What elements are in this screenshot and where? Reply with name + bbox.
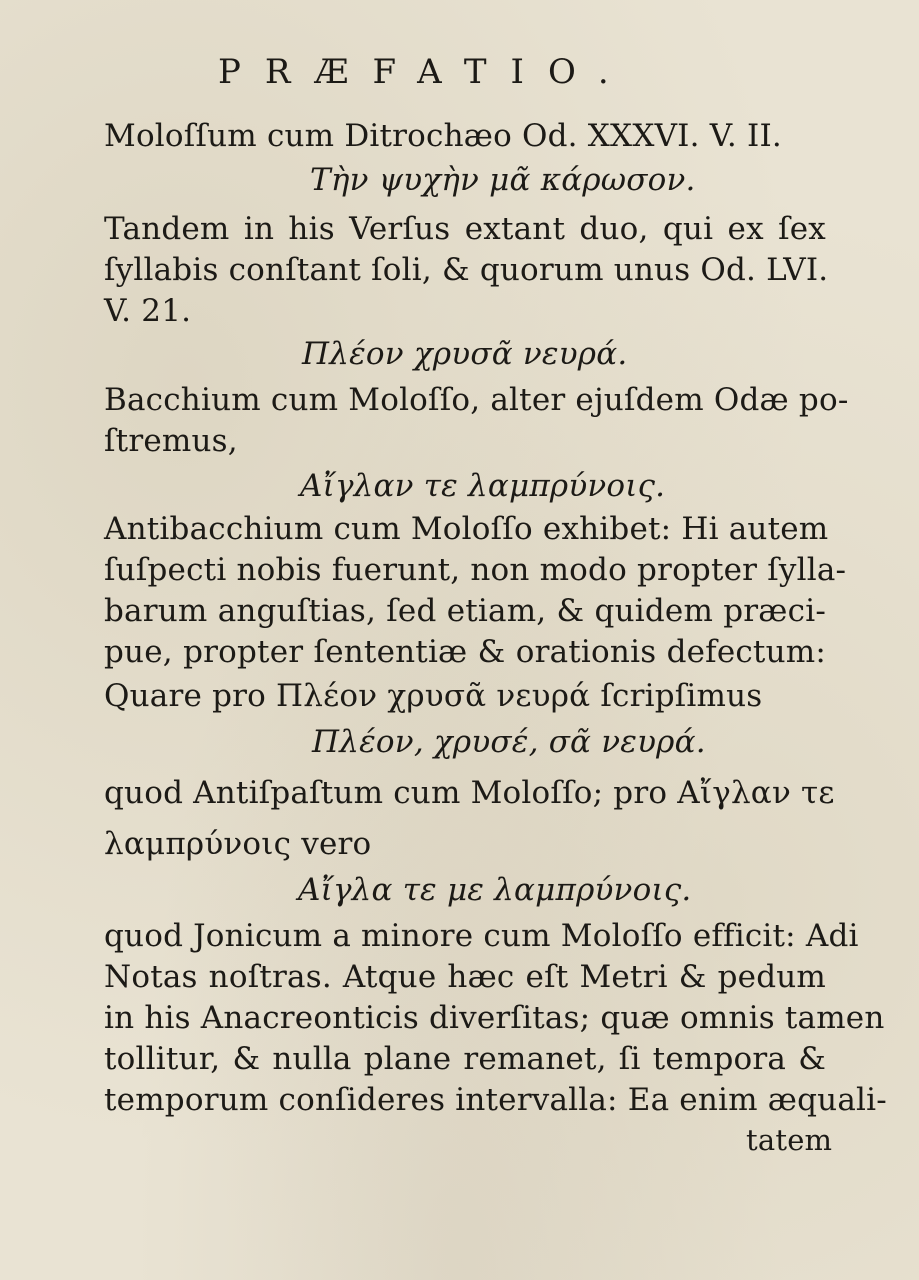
greek-verse-4: Πλέον, χρυσέ, σᾶ νευρά.	[312, 724, 706, 760]
text-line-21: in his Anacreonticis diverſitas; quæ omnis tamen	[104, 1000, 885, 1036]
text-line-3: Tandem in his Verſus extant duo, qui ex ſex	[104, 211, 826, 247]
text-line-17: λαμπρύνοις vero	[104, 826, 372, 862]
text-line-11: ſuſpecti nobis fuerunt, non modo propter ſylla-	[104, 552, 847, 588]
text-line-20: Notas noſtras. Atque hæc eſt Metri & pedum	[104, 959, 826, 995]
text-line-10: Antibacchium cum Moloſſo exhibet: Hi autem	[104, 511, 829, 547]
catchword: tatem	[746, 1123, 833, 1157]
text-line-12: barum anguſtias, ſed etiam, & quidem præci-	[104, 593, 826, 629]
text-line-23: temporum conſideres intervalla: Ea enim æquali-	[104, 1082, 887, 1118]
text-line-1: Moloſſum cum Ditrochæo Od. XXXVI. V. II.	[104, 118, 782, 154]
text-line-7: Bacchium cum Moloſſo, alter ejuſdem Odæ po-	[104, 382, 849, 418]
greek-verse-2: Πλέον χρυσᾶ νευρά.	[302, 336, 628, 372]
text-line-22: tollitur, & nulla plane remanet, ſi tempora &	[104, 1041, 826, 1077]
text-line-8: ſtremus,	[104, 423, 238, 459]
greek-verse-3: Αἴγλαν τε λαμπρύνοις.	[300, 468, 666, 504]
text-line-14: Quare pro Πλέον χρυσᾶ νευρά ſcripſimus	[104, 678, 763, 714]
greek-verse-5: Αἴγλα τε με λαμπρύνοις.	[298, 872, 692, 908]
text-line-13: pue, propter ſententiæ & orationis defectum:	[104, 634, 826, 670]
text-line-5: V. 21.	[104, 293, 192, 329]
text-line-19: quod Jonicum a minore cum Moloſſo efficit: Adi	[104, 918, 859, 954]
text-line-4: ſyllabis conſtant ſoli, & quorum unus Od. LVI.	[104, 252, 829, 288]
text-line-16: quod Antiſpaſtum cum Moloſſo; pro Αἴγλαν τε	[104, 775, 835, 811]
running-header: PRÆFATIO.	[218, 52, 633, 92]
greek-verse-1: Τὴν ψυχὴν μᾶ κάρωσον.	[310, 162, 696, 198]
